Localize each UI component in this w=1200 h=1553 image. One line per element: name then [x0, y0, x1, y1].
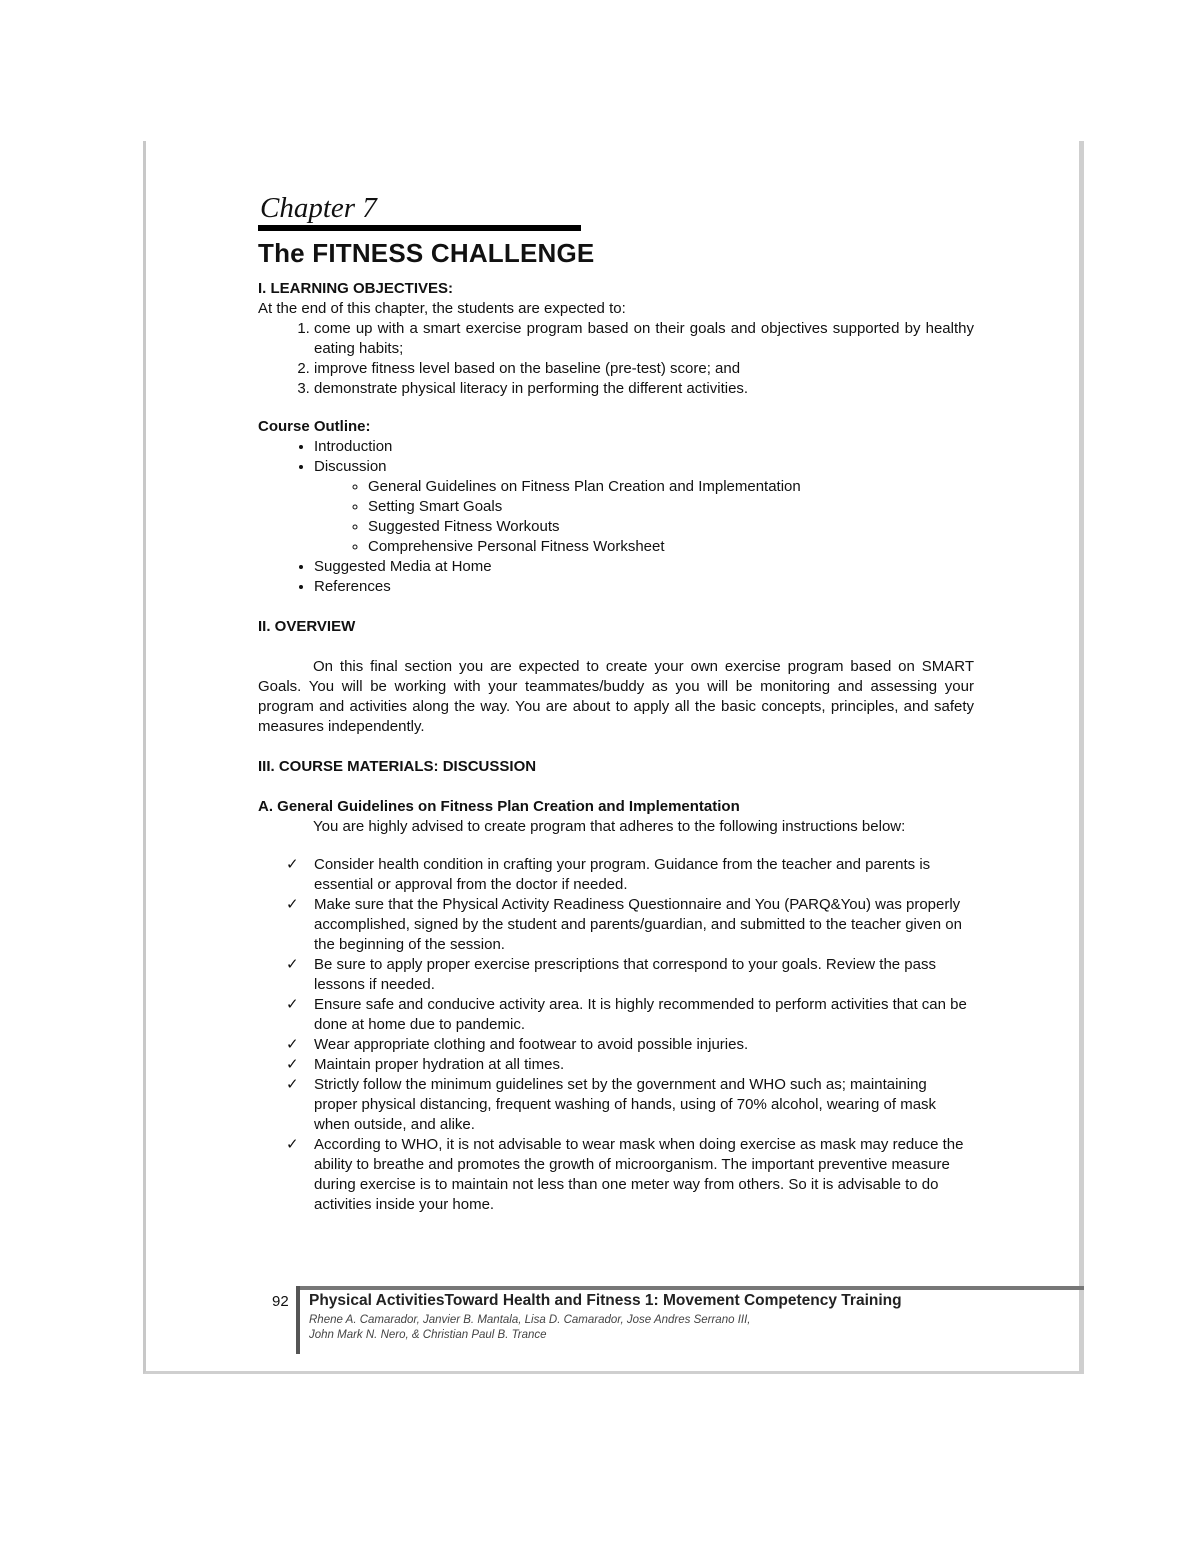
materials-heading: III. COURSE MATERIALS: DISCUSSION [258, 758, 537, 775]
materials-subheading: A. General Guidelines on Fitness Plan Creation and Implementation [258, 798, 740, 815]
footer-divider [296, 1286, 300, 1354]
objective-item: 3. demonstrate physical literacy in performing the different activities. [314, 379, 974, 399]
page-content [258, 191, 974, 1215]
document-page [143, 141, 1084, 1374]
chapter-label: Chapter 7 [260, 192, 377, 224]
materials-intro: You are highly advised to create program that adheres to the following instructions below: [313, 818, 906, 835]
outline-sublist [314, 477, 974, 557]
chapter-rule [258, 225, 581, 231]
footer-authors [309, 1313, 750, 1343]
page-footer [258, 1286, 1084, 1356]
overview-heading: II. OVERVIEW [258, 618, 356, 635]
check-icon: ✓ [286, 996, 299, 1013]
footer-authors-line2: John Mark N. Nero, & Christian Paul B. Trance [309, 1329, 547, 1341]
outline-item: • References [314, 577, 974, 597]
outline-item-label: Discussion [314, 458, 387, 475]
check-icon: ✓ [286, 1056, 299, 1073]
guidelines-list [258, 855, 974, 1215]
guideline-item: ✓ Ensure safe and conducive activity area. It is highly recommended to perform activities that can be done at home due to pandemic. [286, 996, 967, 1033]
check-icon: ✓ [286, 956, 299, 973]
footer-authors-line1: Rhene A. Camarador, Janvier B. Mantala, Lisa D. Camarador, Jose Andres Serrano III, [309, 1314, 751, 1326]
outline-list [258, 437, 974, 597]
objectives-list [258, 319, 974, 399]
outline-subitem: ◦ General Guidelines on Fitness Plan Creation and Implementation [368, 477, 974, 497]
objective-item: 1. come up with a smart exercise program based on their goals and objectives supported by healthy eating habits; [314, 319, 974, 359]
guideline-item: ✓ Consider health condition in crafting your program. Guidance from the teacher and parents is essential or approval from the doctor if needed. [286, 856, 931, 893]
outline-item-discussion [314, 457, 974, 557]
outline-item: • Suggested Media at Home [314, 557, 974, 577]
check-icon: ✓ [286, 1076, 299, 1093]
check-icon: ✓ [286, 1036, 299, 1053]
check-icon: ✓ [286, 1136, 299, 1153]
guideline-item: ✓ Strictly follow the minimum guidelines set by the government and WHO such as; maintaining proper physical distancing, frequent washing of hands, using of 70% alcohol, wearing of mask when outside, and alike. [286, 1076, 937, 1133]
outline-subitem: ◦ Suggested Fitness Workouts [368, 517, 974, 537]
guideline-item: ✓ Wear appropriate clothing and footwear to avoid possible injuries. [286, 1036, 749, 1053]
guideline-item: ✓ Be sure to apply proper exercise prescriptions that correspond to your goals. Review the pass lessons if needed. [286, 956, 936, 993]
footer-rule [300, 1286, 1084, 1290]
overview-text: On this final section you are expected to create your own exercise program based on SMART Goals. You will be working with your teammates/buddy as you will be monitoring and assessing your program and activities along the way. You are about to apply all the basic concepts, principles, and safety measures independently. [258, 658, 974, 735]
objectives-heading: I. LEARNING OBJECTIVES: [258, 280, 454, 297]
check-icon: ✓ [286, 896, 299, 913]
footer-book-title: Physical ActivitiesToward Health and Fitness 1: Movement Competency Training [309, 1292, 902, 1309]
chapter-title: The FITNESS CHALLENGE [258, 238, 595, 268]
guideline-item: ✓ Maintain proper hydration at all times. [286, 1056, 565, 1073]
outline-item: • Introduction [314, 437, 974, 457]
guideline-item: ✓ Make sure that the Physical Activity Readiness Questionnaire and You (PARQ&You) was properly accomplished, signed by the student and parents/guardian, and submitted to the teacher given on the beginning of the session. [286, 896, 962, 953]
guideline-item: ✓ According to WHO, it is not advisable to wear mask when doing exercise as mask may reduce the ability to breathe and promotes the growth of microorganism. The important preventive measure during exercise is to maintain not less than one meter way from others. So it is advisable to do activities inside your home. [286, 1136, 964, 1213]
outline-heading: Course Outline: [258, 418, 371, 435]
outline-subitem: ◦ Setting Smart Goals [368, 497, 974, 517]
outline-subitem: ◦ Comprehensive Personal Fitness Worksheet [368, 537, 974, 557]
page-number: 92 [272, 1293, 289, 1310]
objectives-intro: At the end of this chapter, the students are expected to: [258, 300, 626, 317]
objective-item: 2. improve fitness level based on the baseline (pre-test) score; and [314, 359, 974, 379]
check-icon: ✓ [286, 856, 299, 873]
